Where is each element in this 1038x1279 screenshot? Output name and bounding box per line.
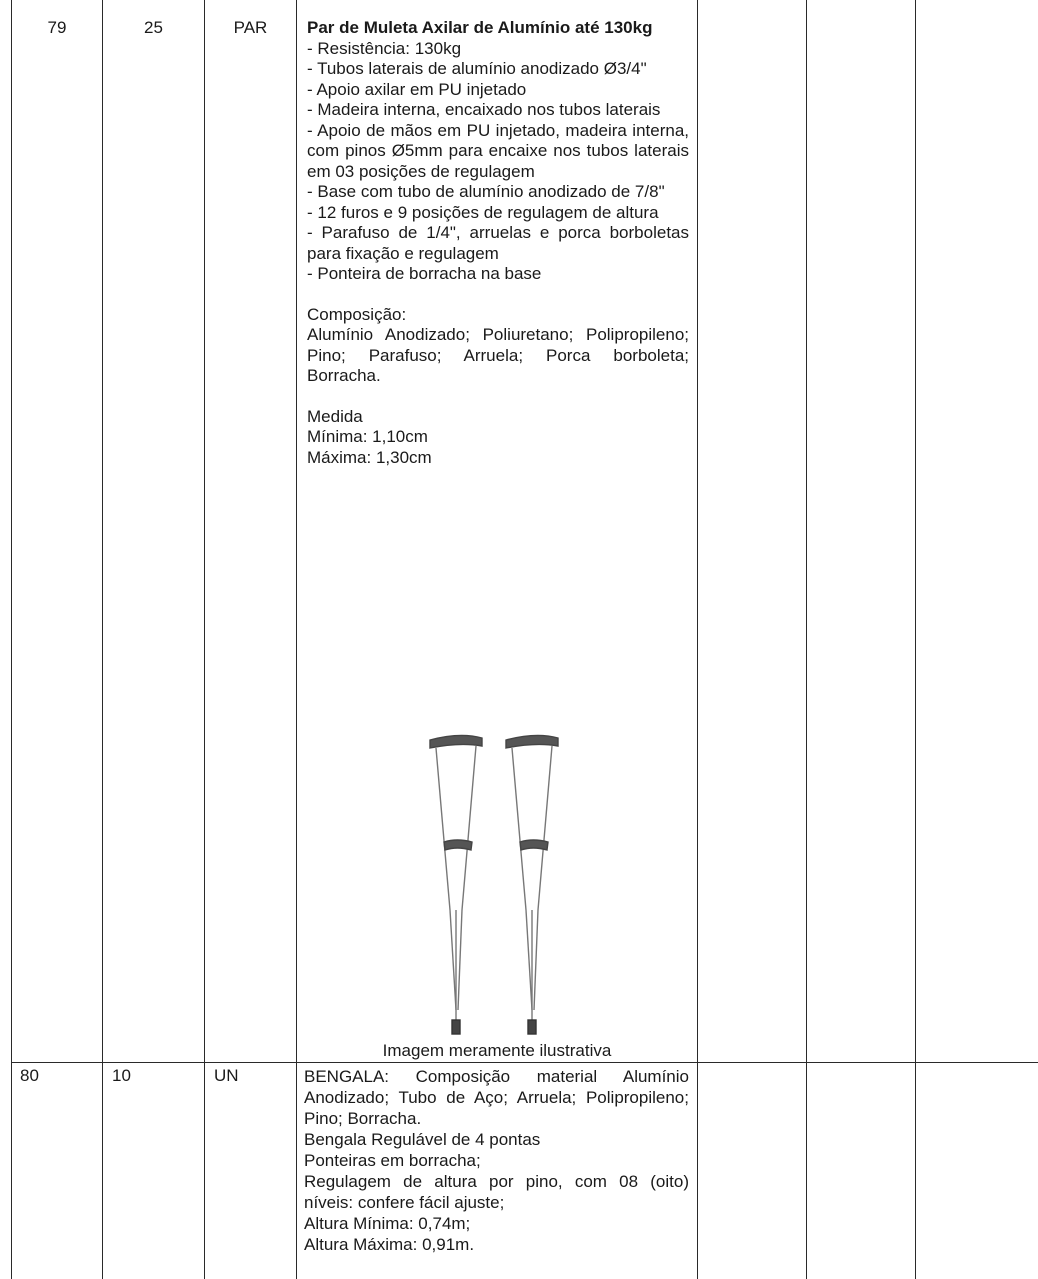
measure-max: Máxima: 1,30cm — [307, 447, 432, 467]
crutch-left — [430, 735, 482, 1034]
spec-line: - Resistência: 130kg — [307, 38, 462, 58]
table-border-col2 — [204, 0, 205, 1279]
crutch-right — [506, 735, 558, 1034]
spec-line: BENGALA: Composição material Alumínio Anodizado; Tubo de Aço; Arruela; Polipropileno; Pino; Borracha. — [304, 1067, 689, 1128]
spec-line: Altura Máxima: 0,91m. — [304, 1235, 475, 1254]
spec-line: - Madeira interna, encaixado nos tubos laterais — [307, 100, 661, 119]
table-border-col3 — [296, 0, 297, 1279]
spec-line: - Ponteira de borracha na base — [307, 264, 542, 283]
row-divider — [11, 1062, 1038, 1063]
composition-text: Alumínio Anodizado; Poliuretano; Polipropileno; Pino; Parafuso; Arruela; Porca borboleta; Borracha. — [307, 325, 689, 385]
item-description — [304, 1066, 689, 1255]
table-border-col5 — [806, 0, 807, 1279]
item-description — [307, 18, 689, 468]
table-border-col6 — [915, 0, 916, 1279]
item-number: 79 — [47, 18, 67, 37]
spec-line: - Parafuso de 1/4", arruelas e porca borboletas para fixação e regulagem — [307, 223, 689, 263]
crutch-illustration — [420, 730, 570, 1040]
quantity: 10 — [112, 1066, 131, 1085]
image-caption: Imagem meramente ilustrativa — [382, 1041, 612, 1060]
unit: UN — [214, 1066, 239, 1085]
table-border-col1 — [102, 0, 103, 1279]
table-border-left — [11, 0, 12, 1279]
spec-line: - Apoio axilar em PU injetado — [307, 79, 527, 99]
spec-line: - 12 furos e 9 posições de regulagem de altura — [307, 202, 659, 222]
spec-line: Regulagem de altura por pino, com 08 (oito) níveis: confere fácil ajuste; — [304, 1172, 689, 1212]
spec-line: - Apoio de mãos em PU injetado, madeira interna, com pinos Ø5mm para encaixe nos tubos laterais em 03 posições de regulagem — [307, 120, 689, 181]
spec-line: - Base com tubo de alumínio anodizado de 7/8" — [307, 182, 665, 201]
item-number: 80 — [20, 1066, 39, 1085]
quantity: 25 — [144, 18, 163, 37]
composition-heading: Composição: — [307, 304, 407, 324]
item-title: Par de Muleta Axilar de Alumínio até 130kg — [307, 18, 653, 37]
spec-line: Altura Mínima: 0,74m; — [304, 1214, 471, 1233]
measure-min: Mínima: 1,10cm — [307, 427, 428, 446]
spec-line: Ponteiras em borracha; — [304, 1151, 481, 1170]
spec-line: Bengala Regulável de 4 pontas — [304, 1130, 541, 1149]
measure-heading: Medida — [307, 406, 363, 426]
unit: PAR — [233, 18, 268, 37]
spec-line: - Tubos laterais de alumínio anodizado Ø3/4" — [307, 59, 647, 78]
table-border-col4 — [697, 0, 698, 1279]
